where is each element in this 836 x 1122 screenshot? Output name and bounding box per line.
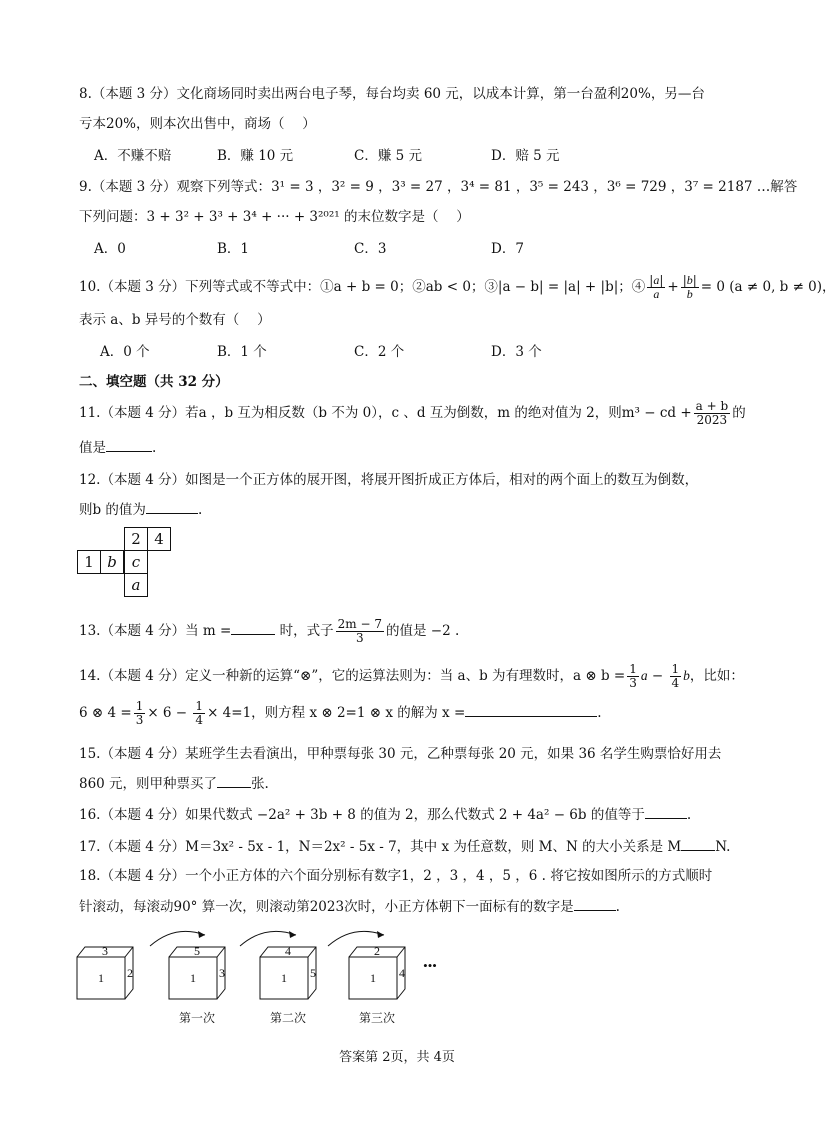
- q9-option-c: C．3: [354, 241, 387, 257]
- q9-line1: [79, 177, 797, 197]
- net-cell: 4: [147, 527, 171, 551]
- arrow-head: [377, 931, 384, 938]
- q17-text: 17.（本题 4 分）M＝3x² - 5x - 1，N＝2x² - 5x - 7，其中 x 为任意数，则 M、N 的大小关系是 M: [79, 839, 682, 855]
- q12-line1: 12.（本题 4 分）如图是一个正方体的展开图，将展开图折成正方体后，相对的两个面上的数互为倒数，: [79, 472, 699, 488]
- section-fill-in-title: 二、填空题（共 32 分）: [79, 374, 229, 390]
- cube2-side: 3: [219, 966, 225, 980]
- q10-frac-a: $\frac{|a|}{a}$: [649, 273, 664, 301]
- q11-expr: m³ − cd +: [621, 405, 692, 421]
- rolling-cubes-figure: [60, 930, 480, 1030]
- cube4-top: 2: [374, 944, 380, 958]
- arrow-head: [198, 931, 205, 938]
- q8-option-a: A．不赚不赔: [94, 148, 172, 164]
- q13-fraction: [336, 618, 384, 645]
- q12-line2-text: 则b 的值为: [79, 502, 146, 518]
- q8-line2: 亏本20%，则本次出售中，商场（ ）: [79, 116, 316, 132]
- q11-fraction: [694, 400, 731, 427]
- q18-line2-text: 针滚动，每滚动90° 算一次，则滚动第2023次时，小正方体朝下一面标有的数字是: [79, 899, 574, 915]
- cube2-top: 5: [194, 944, 200, 958]
- ellipsis: •••: [423, 958, 437, 973]
- q10-frac-b: $\frac{|b|}{b}$: [682, 273, 697, 301]
- q16-answer-blank[interactable]: [645, 804, 687, 819]
- q11-frac-den: 2023: [696, 413, 728, 427]
- q15-line2-text: 860 元，则甲种票买了: [79, 776, 218, 792]
- q13-mid: 时，式子: [279, 623, 334, 639]
- q14-line2: 6 ⊗ 4 = $\frac{1}{3}$ × 6 − $\frac{1}{4}$ × 4=1，则方程 x ⊗ 2=1 ⊗ x 的解为 x = .: [79, 699, 602, 727]
- q14-suffix: ，比如：: [689, 668, 744, 684]
- q9-line2-prefix: 下列问题：: [79, 209, 147, 225]
- q9-line2-suffix: 的末位数字是（ ）: [343, 209, 470, 225]
- q14-example: 6 ⊗ 4 =: [79, 705, 132, 721]
- cube3-top: 4: [285, 944, 291, 958]
- q10-option-a: A．0 个: [100, 344, 150, 360]
- arrow-head: [289, 931, 296, 938]
- q8-option-b: B．赚 10 元: [217, 148, 294, 164]
- cube2-label: 第一次: [178, 1011, 216, 1025]
- q14-line1: 14.（本题 4 分）定义一种新的运算“⊗”，它的运算法则为：当 a、b 为有理数时，a ⊗ b = $\frac{1}{3}$ a − $\frac{1}{4}$ b，比如：: [79, 662, 744, 690]
- cube3-front: 1: [281, 971, 287, 985]
- q11-text: 11.（本题 4 分）若a ，b 互为相反数（b 不为 0），c 、d 互为倒数，m 的绝对值为 2，则: [79, 405, 622, 421]
- q12-line2: 则b 的值为 .: [79, 499, 202, 520]
- q10-line1: 10.（本题 3 分）下列等式或不等式中：①a + b = 0；②ab < 0；③|a − b| = |a| + |b|；④ $\frac{|a|}{a}$ + $\frac{|b|}{b}$ = 0 (a ≠ 0, b ≠ 0)，: [79, 273, 836, 301]
- frac-one-quarter: $\frac{1}{4}$: [195, 699, 204, 727]
- q14-answer-blank[interactable]: [465, 702, 597, 717]
- q18-answer-blank[interactable]: [574, 896, 616, 911]
- net-cell: 1: [77, 550, 101, 574]
- cube1-side: 2: [127, 966, 133, 980]
- q15-line1: 15.（本题 4 分）某班学生去看演出，甲种票每张 30 元，乙种票每张 20 元，如果 36 名学生购票恰好用去: [79, 746, 722, 762]
- q13-frac-num: 2m − 7: [337, 617, 382, 631]
- q9-option-d: D．7: [491, 241, 524, 257]
- cube2-front: 1: [190, 971, 196, 985]
- q15-line2: [79, 773, 269, 794]
- frac-one-third: $\frac{1}{3}$: [135, 699, 144, 727]
- q13-answer-blank[interactable]: [231, 620, 275, 635]
- q8-option-d: D．赔 5 元: [491, 148, 560, 164]
- q9-equations: 3¹ = 3 ，3² = 9 ，3³ = 27 ，3⁴ = 81 ，3⁵ = 243 ，3⁶ = 729 ，3⁷ = 2187 …解答: [271, 179, 798, 195]
- net-cell: 2: [124, 527, 148, 551]
- q12-answer-blank[interactable]: [146, 499, 198, 514]
- q11-answer-blank[interactable]: [106, 437, 152, 452]
- net-cell: a: [124, 573, 148, 597]
- net-cell: c: [124, 550, 148, 574]
- q8-line1: 8.（本题 3 分）文化商场同时卖出两台电子琴，每台均卖 60 元，以成本计算，第一台盈利20%，另—台: [79, 86, 705, 102]
- q10-prefix: 10.（本题 3 分）下列等式或不等式中：: [79, 279, 321, 295]
- cube4-front: 1: [370, 971, 376, 985]
- frac-one-third: $\frac{1}{3}$: [629, 662, 637, 690]
- q16-text: 16.（本题 4 分）如果代数式 −2a² + 3b + 8 的值为 2，那么代数式 2 + 4a² − 6b 的值等于: [79, 807, 645, 823]
- cube4-side: 4: [399, 966, 405, 980]
- q10-option-c: C．2 个: [354, 344, 405, 360]
- q9-option-b: B．1: [217, 241, 250, 257]
- q14-prefix: 14.（本题 4 分）定义一种新的运算“⊗”，它的运算法则为：当 a、b 为有理数时，: [79, 668, 574, 684]
- q11-tail: 的: [732, 405, 746, 421]
- q10-item1: ①a + b = 0；: [320, 279, 413, 295]
- q10-option-b: B．1 个: [217, 344, 267, 360]
- q8-option-c: C．赚 5 元: [354, 148, 423, 164]
- cube1-front: 1: [98, 971, 104, 985]
- q13-line: [79, 618, 459, 645]
- q16-line: 16.（本题 4 分）如果代数式 −2a² + 3b + 8 的值为 2，那么代数式 2 + 4a² − 6b 的值等于 .: [79, 804, 691, 825]
- q11-line2-text: 值是: [79, 440, 106, 456]
- q10-item3: ③|a − b| = |a| + |b|；: [484, 279, 632, 295]
- q17-tail: N.: [715, 839, 731, 855]
- q10-option-d: D．3 个: [491, 344, 542, 360]
- q15-suffix: 张.: [251, 776, 269, 792]
- q11-frac-num: a + b: [695, 399, 729, 413]
- q18-line1: 18.（本题 4 分）一个小正方体的六个面分别标有数字1，2 ，3 ，4 ，5 ，6 . 将它按如图所示的方式顺时: [79, 868, 713, 884]
- q15-answer-blank[interactable]: [217, 773, 251, 788]
- q10-item2: ②ab < 0；: [412, 279, 485, 295]
- q10-line2: 表示 a、b 异号的个数有（ ）: [79, 312, 271, 328]
- page-footer: 答案第 2页，共 4页: [339, 1050, 455, 1065]
- q13-suffix: 的值是 −2 .: [385, 623, 460, 639]
- q9-option-a: A．0: [94, 241, 126, 257]
- frac-one-quarter: $\frac{1}{4}$: [671, 662, 680, 690]
- q10-item4-suffix: = 0 (a ≠ 0, b ≠ 0)，: [700, 279, 836, 295]
- cube3-side: 5: [310, 966, 316, 980]
- q11-line1: [79, 400, 746, 427]
- q11-line2: 值是 .: [79, 437, 156, 458]
- cube1-top: 3: [102, 944, 108, 958]
- q14-mid: =1，则方程 x ⊗ 2=1 ⊗ x 的解为 x =: [231, 705, 466, 721]
- q9-sum-expression: 3 + 3² + 3³ + 3⁴ + ··· + 3²⁰²¹: [146, 209, 340, 225]
- q9-line2: [79, 207, 470, 227]
- q9-prefix: 9.（本题 3 分）观察下列等式：: [79, 179, 272, 195]
- q18-line2: 针滚动，每滚动90° 算一次，则滚动第2023次时，小正方体朝下一面标有的数字是 .: [79, 896, 620, 917]
- cube3-label: 第二次: [269, 1011, 307, 1025]
- q14-def: a ⊗ b =: [573, 668, 626, 684]
- q17-line: [79, 836, 730, 857]
- q13-frac-den: 3: [355, 631, 364, 645]
- q13-prefix: 13.（本题 4 分）当 m =: [79, 623, 232, 639]
- q10-item4-prefix: ④: [631, 279, 646, 295]
- net-cell: b: [100, 550, 124, 574]
- q17-answer-blank[interactable]: [681, 836, 715, 851]
- cube4-label: 第三次: [358, 1011, 396, 1025]
